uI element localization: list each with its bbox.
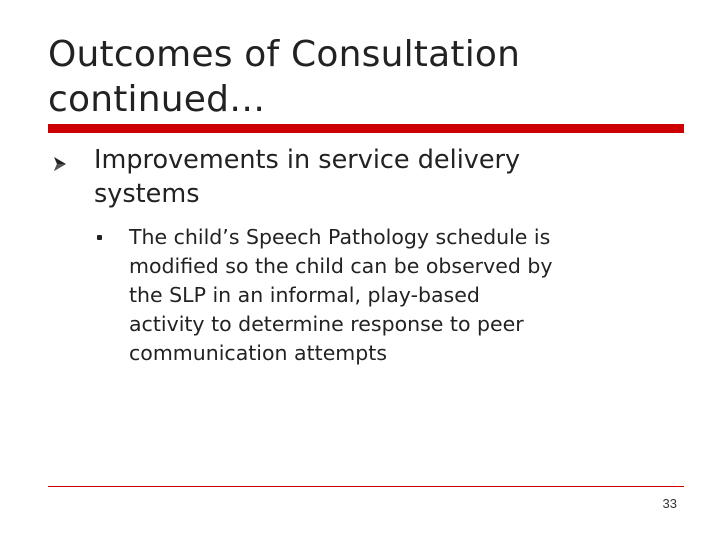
square-bullet-icon	[97, 235, 102, 240]
arrowhead-bullet-icon	[52, 156, 70, 172]
bullet-level2-line-4: activity to determine response to peer	[129, 312, 524, 336]
bullet-level2-line-1: The child’s Speech Pathology schedule is	[129, 225, 551, 249]
bullet-level1-text	[94, 143, 654, 211]
page-number: 33	[662, 496, 677, 511]
footer-divider	[48, 486, 684, 487]
bullet-level2-line-5: communication attempts	[129, 341, 388, 365]
bullet-level2-text	[129, 223, 674, 368]
bullet-level2-line-2: modified so the child can be observed by	[129, 254, 553, 278]
slide-title-line-1: Outcomes of Consultation	[48, 34, 521, 75]
title-underline-bar	[48, 124, 684, 133]
slide-title-line-2: continued…	[48, 79, 266, 120]
bullet-level1-line-2: systems	[94, 179, 200, 209]
bullet-level1-line-1: Improvements in service delivery	[94, 145, 521, 175]
bullet-level2-line-3: the SLP in an informal, play-based	[129, 283, 480, 307]
slide-title	[48, 32, 688, 122]
